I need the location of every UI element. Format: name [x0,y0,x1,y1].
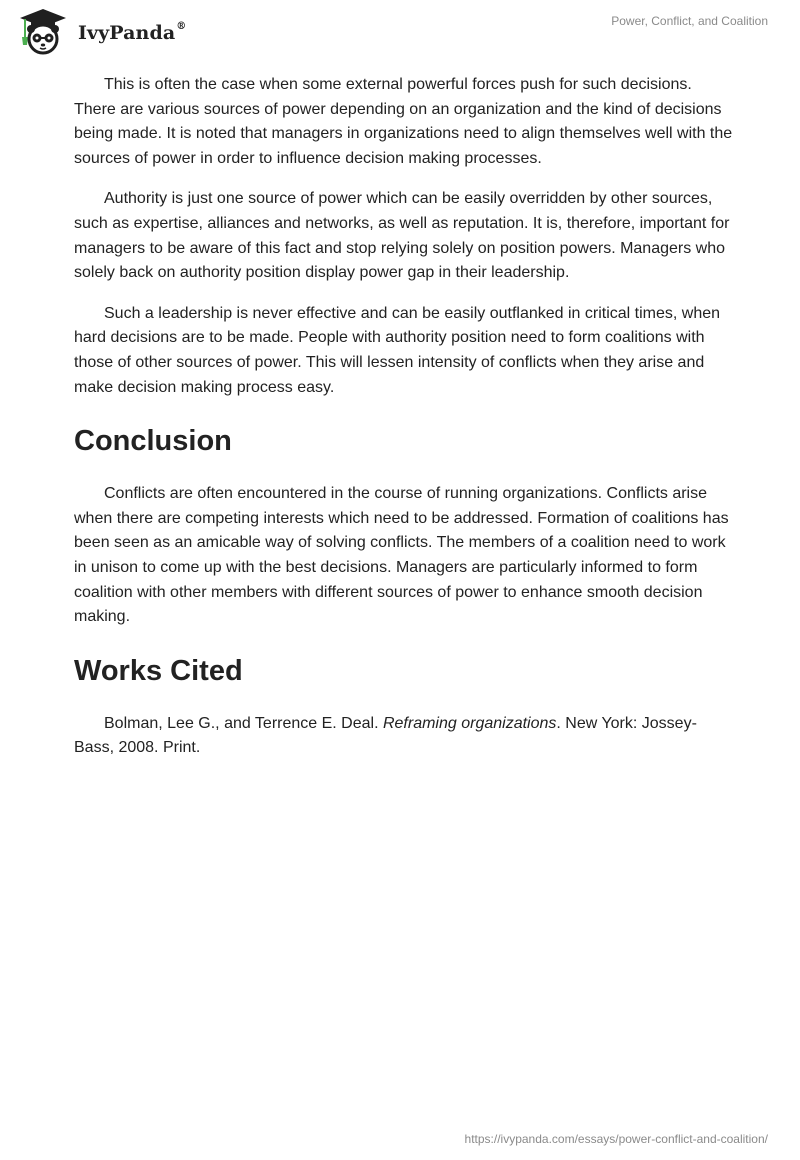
body-paragraph-1: This is often the case when some external powerful forces push for such decisions. There are various sources of power depending on an organization and the kind of decisions being made. It is noted that managers in organizations need to align themselves well with the sources of power in order to influence decision making processes. [74,76,733,167]
running-title: Power, Conflict, and Coalition [611,14,768,28]
body-paragraph-3: Such a leadership is never effective and can be easily outflanked in critical times, when hard decisions are to be made. People with authority position need to form coalitions with those of other sources of power. This will lessen intensity of conflicts when they arise and make decision making process easy. [74,304,721,396]
page-header [0,0,800,62]
document-body [74,73,734,777]
brand-name: IvyPanda® [78,20,187,44]
ivypanda-logo[interactable] [14,7,186,57]
body-paragraph-2: Authority is just one source of power which can be easily overridden by other sources, such as expertise, alliances and networks, as well as reputation. It is, therefore, important for managers to be aware of this fact and stop relying solely on position powers. Managers who solely back on authority position display power gap in their leadership. [74,190,730,282]
works-cited-heading: Works Cited [74,654,243,687]
citation-authors: Bolman, Lee G., and Terrence E. Deal. [104,714,383,732]
conclusion-heading: Conclusion [74,425,232,458]
registered-mark: ® [176,20,187,32]
panda-graduation-cap-icon [14,7,72,57]
citation-publication: . New York: Jossey-Bass, 2008. Print. [74,714,697,757]
citation-entry [74,712,734,761]
conclusion-paragraph: Conflicts are often encountered in the course of running organizations. Conflicts arise when there are competing interests which need to be addressed. Formation of coalitions has been seen as an amicable way of solving conflicts. The members of a coalition need to work in unison to come up with the best decisions. Managers are particularly informed to form coalition with other members with different sources of power to enhance smooth decision making. [74,485,729,626]
citation-title: Reframing organizations [382,714,557,732]
source-url-link[interactable]: https://ivypanda.com/essays/power-conflict-and-coalition/ [464,1132,768,1146]
